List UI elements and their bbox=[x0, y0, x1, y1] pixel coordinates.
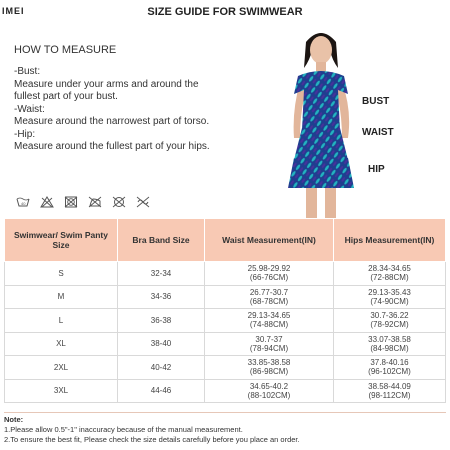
hips-cell bbox=[334, 285, 446, 309]
header-waist-measurement: Waist Measurement(IN) bbox=[205, 219, 334, 262]
no-iron-icon bbox=[88, 196, 102, 208]
hips-in: 33.07-38.58 bbox=[368, 334, 411, 344]
header-hips-measurement: Hips Measurement(IN) bbox=[334, 219, 446, 262]
waist-cell bbox=[205, 356, 334, 380]
measure-instructions bbox=[14, 66, 219, 154]
waist-in: 34.65-40.2 bbox=[249, 381, 289, 391]
brand-logo: IMEI bbox=[2, 6, 25, 16]
waist-cell bbox=[205, 332, 334, 356]
waist-cm: (78-94CM) bbox=[249, 343, 289, 353]
how-to-measure-heading: HOW TO MEASURE bbox=[14, 44, 117, 56]
waist-cell bbox=[205, 262, 334, 286]
waist-marker-label: WAIST bbox=[362, 127, 394, 138]
svg-text:40: 40 bbox=[21, 201, 26, 206]
no-bleach-icon bbox=[40, 196, 54, 208]
table-row bbox=[5, 262, 446, 286]
size-cell: XL bbox=[5, 332, 118, 356]
header-swimwear-size: Swimwear/ Swim Panty Size bbox=[5, 219, 118, 262]
bra-cell: 38-40 bbox=[118, 332, 205, 356]
hips-cm: (78-92CM) bbox=[370, 320, 409, 330]
table-header-row bbox=[5, 219, 446, 262]
hips-cell bbox=[334, 309, 446, 333]
no-dry-clean-icon bbox=[112, 196, 126, 208]
table-row bbox=[5, 285, 446, 309]
waist-in: 25.98-29.92 bbox=[247, 264, 291, 274]
hips-cm: (72-88CM) bbox=[370, 273, 409, 283]
bust-text: Measure under your arms and around the fullest part of your bust. bbox=[14, 78, 199, 102]
note-title: Note: bbox=[4, 415, 24, 424]
size-cell: 2XL bbox=[5, 356, 118, 380]
bra-cell: 32-34 bbox=[118, 262, 205, 286]
hips-in: 29.13-35.43 bbox=[368, 287, 411, 297]
waist-cell bbox=[205, 309, 334, 333]
hips-cell bbox=[334, 379, 446, 403]
hips-in: 37.8-40.16 bbox=[370, 358, 409, 368]
hips-in: 30.7-36.22 bbox=[370, 311, 409, 321]
waist-cell bbox=[205, 379, 334, 403]
waist-in: 26.77-30.7 bbox=[249, 287, 289, 297]
hips-cm: (84-98CM) bbox=[370, 343, 409, 353]
hand-wash-icon bbox=[16, 196, 30, 208]
hip-text: Measure around the fullest part of your hips. bbox=[14, 141, 210, 152]
hips-cm: (74-90CM) bbox=[370, 296, 409, 306]
hips-in: 28.34-34.65 bbox=[368, 264, 411, 274]
size-cell: M bbox=[5, 285, 118, 309]
waist-text: Measure around the narrowest part of torso. bbox=[14, 116, 210, 127]
bust-marker-label: BUST bbox=[362, 96, 390, 107]
hip-marker-label: HIP bbox=[368, 164, 385, 175]
hip-label: -Hip: bbox=[14, 128, 36, 140]
waist-cell bbox=[205, 285, 334, 309]
waist-cm: (66-76CM) bbox=[249, 273, 289, 283]
note-line-1: 1.Please allow 0.5"-1" inaccuracy because of the manual measurement. bbox=[4, 425, 243, 434]
size-cell: 3XL bbox=[5, 379, 118, 403]
bra-cell: 40-42 bbox=[118, 356, 205, 380]
waist-cm: (68-78CM) bbox=[249, 296, 289, 306]
no-tumble-dry-icon bbox=[64, 196, 78, 208]
bra-cell: 36-38 bbox=[118, 309, 205, 333]
table-row bbox=[5, 309, 446, 333]
table-row bbox=[5, 379, 446, 403]
no-wring-icon bbox=[136, 196, 150, 208]
waist-label: -Waist: bbox=[14, 103, 45, 115]
bra-cell: 44-46 bbox=[118, 379, 205, 403]
table-row bbox=[5, 332, 446, 356]
bust-label: -Bust: bbox=[14, 66, 41, 77]
waist-in: 29.13-34.65 bbox=[247, 311, 291, 321]
bra-cell: 34-36 bbox=[118, 285, 205, 309]
header-bra-band-size: Bra Band Size bbox=[118, 219, 205, 262]
hips-cm: (96-102CM) bbox=[368, 367, 411, 377]
page-title: SIZE GUIDE FOR SWIMWEAR bbox=[147, 6, 303, 18]
size-cell: L bbox=[5, 309, 118, 333]
hips-cm: (98-112CM) bbox=[368, 390, 411, 400]
waist-in: 33.85-38.58 bbox=[247, 358, 291, 368]
waist-cm: (74-88CM) bbox=[249, 320, 289, 330]
note-line-2: 2.To ensure the best fit, Please check the size details carefully before you place an order. bbox=[4, 435, 300, 444]
size-table bbox=[4, 218, 446, 403]
note-section bbox=[4, 412, 446, 445]
hips-cell bbox=[334, 332, 446, 356]
hips-cell bbox=[334, 262, 446, 286]
table-row bbox=[5, 356, 446, 380]
waist-cm: (86-98CM) bbox=[249, 367, 289, 377]
hips-in: 38.58-44.09 bbox=[368, 381, 411, 391]
size-cell: S bbox=[5, 262, 118, 286]
waist-in: 30.7-37 bbox=[255, 334, 283, 344]
waist-cm: (88-102CM) bbox=[247, 390, 291, 400]
hips-cell bbox=[334, 356, 446, 380]
care-icons bbox=[16, 196, 150, 208]
model-image bbox=[262, 20, 380, 220]
